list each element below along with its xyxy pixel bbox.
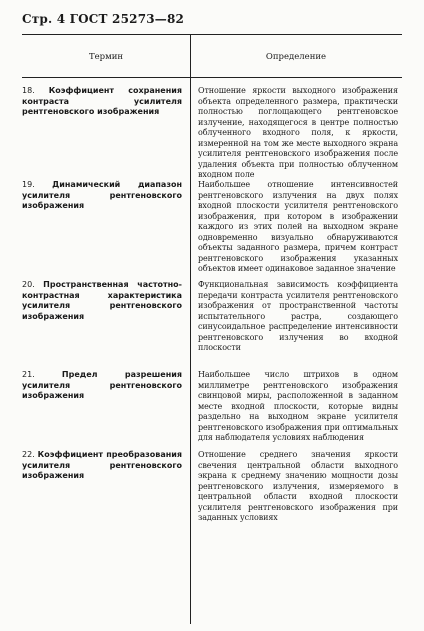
definition-18: Отношение яркости выходного изображения объекта определенного размера, практически полностью поглощающего рентгеновское излучение, находящегося в центре полностью облученного входного поля, к яркости, измеренной на том же месте выходного экрана усилителя рентгеновского изображения после удаления объекта при полностью облученном входном поле [198,86,398,179]
term-number: 22. [22,450,35,459]
term-number: 19. [22,180,35,189]
term-number: 18. [22,86,35,95]
column-header-term: Термин [88,52,124,62]
term-22 [22,450,182,482]
term-name: Предел разрешения усилителя рентгеновского изображения [22,370,182,400]
term-18 [22,86,182,118]
term-20 [22,280,182,322]
column-divider [190,34,191,624]
definition-20: Функциональная зависимость коэффициента передачи контраста усилителя рентгеновского изображения от пространственной частоты испытательного растра, создающего синусоидальное распределение интенсивности рентгеновского излучения во входной плоскости [198,280,398,352]
term-number: 20. [22,280,35,289]
definition-21: Наибольшее число штрихов в одном миллиметре рентгеновского изображения свинцовой миры, расположенной в заданном месте входной плоскости, которые видны раздельно на выходном экране усилителя рентгеновского изображения при оптимальных для наблюдателя условиях наблюдения [198,370,398,442]
term-name: Пространственная частотно-контрастная характеристика усилителя рентгеновского изображения [22,280,182,321]
page-header: Стр. 4 ГОСТ 25273—82 [22,12,185,26]
definition-22: Отношение среднего значения яркости свечения центральной области выходного экрана к среднему значению мощности дозы рентгеновского излучения, измеряемого в центральной области входной плоскости усилителя рентгеновского изображения при заданных условиях [198,450,398,522]
table-header-rule [22,77,402,78]
term-name: Динамический диапазон усилителя рентгеновского изображения [22,180,183,210]
table-top-rule [22,34,402,35]
definition-19: Наибольшее отношение интенсивностей рентгеновского излучения на двух полях входной плоскости усилителя рентгеновского изображения, при котором в изображении каждого из этих полей на выходном экране одновременно визуально обнаруживаются объекты заданного размера, причем контраст рентгеновского изображения указанных объектов имеет одинаковое заданное значение [198,180,398,273]
term-number: 21. [22,370,35,379]
term-name: Коэффициент сохранения контраста усилителя рентгеновского изображения [22,86,182,116]
term-21 [22,370,182,402]
term-name: Коэффициент преобразования усилителя рентгеновского изображения [22,450,182,480]
term-19 [22,180,182,212]
column-header-definition: Определение [265,52,327,62]
